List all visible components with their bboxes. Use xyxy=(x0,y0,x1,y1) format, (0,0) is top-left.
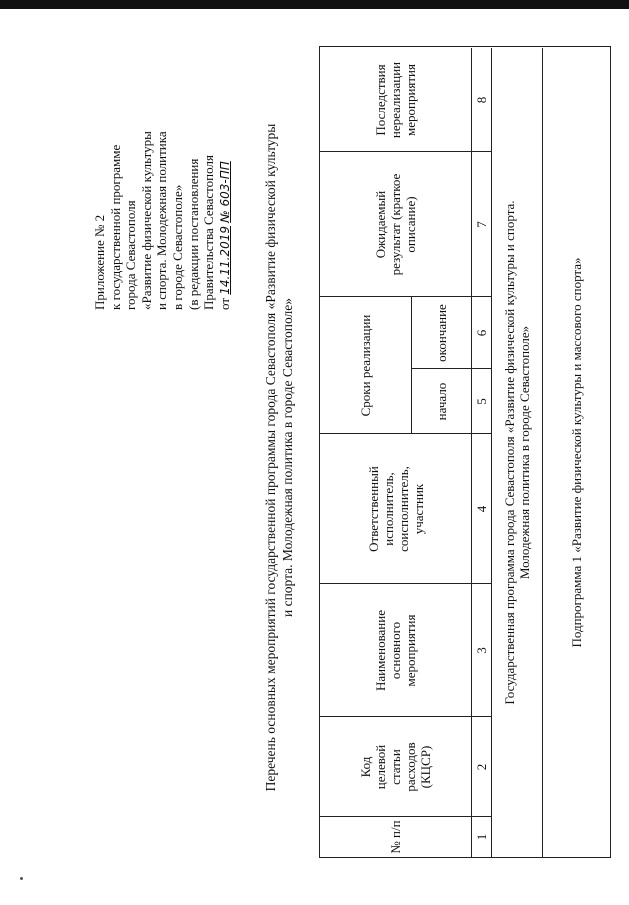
header-code: Код целевой статьи расходов (КЦСР) xyxy=(358,742,433,792)
header-end: окончание xyxy=(433,304,449,362)
header-start: начало xyxy=(433,382,449,421)
measures-table xyxy=(319,46,611,858)
appendix-line: и спорта. Молодежная политика xyxy=(154,131,170,310)
column-number: 1 xyxy=(473,833,489,841)
appendix-date-line xyxy=(217,40,234,310)
list-title-line: Перечень основных мероприятий государственной программы города Севастополя «Развитие физической культуры xyxy=(263,123,278,792)
column-number: 4 xyxy=(473,505,489,513)
header-num: № п/п xyxy=(388,820,403,854)
appendix-line: в городе Севастополе» xyxy=(169,184,185,310)
handwritten-number: № 603-ПП xyxy=(217,161,232,223)
appendix-line: города Севастополя xyxy=(123,200,139,310)
scan-speck xyxy=(20,877,23,880)
handwritten-date: 14.11.2019 xyxy=(217,226,232,295)
column-number: 7 xyxy=(473,221,489,228)
column-number: 5 xyxy=(473,398,489,405)
list-title-line: и спорта. Молодежная политика в городе Севастополе» xyxy=(280,298,295,618)
list-title xyxy=(262,35,296,880)
appendix-line: (в редакции постановления xyxy=(185,158,201,310)
subprogram-row: Подпрограмма 1 «Развитие физической культуры и массового спорта» xyxy=(568,257,584,648)
program-row: Государственная программа города Севастополя «Развитие физической культуры и спорта. Молодежная политика в городе Севастополе» xyxy=(501,200,532,705)
header-name: Наименование основного мероприятия xyxy=(373,610,418,691)
date-prefix: от xyxy=(216,297,232,310)
header-terms: Сроки реализации xyxy=(358,314,373,417)
header-result: Ожидаемый результат (краткое описание) xyxy=(373,173,418,276)
column-number: 8 xyxy=(473,96,489,104)
column-number: 2 xyxy=(473,763,489,771)
column-number: 3 xyxy=(473,647,489,654)
appendix-block xyxy=(92,40,233,310)
header-consequences: Последствия нереализации мероприятия xyxy=(373,61,418,139)
column-number: 6 xyxy=(473,329,489,337)
appendix-line: Правительства Севастополя xyxy=(201,155,217,310)
appendix-line: «Развитие физической культуры xyxy=(138,131,154,310)
header-executor: Ответственный исполнитель, соисполнитель, участник xyxy=(365,466,426,552)
appendix-line: к государственной программе xyxy=(107,144,123,310)
appendix-line: Приложение № 2 xyxy=(92,214,107,310)
